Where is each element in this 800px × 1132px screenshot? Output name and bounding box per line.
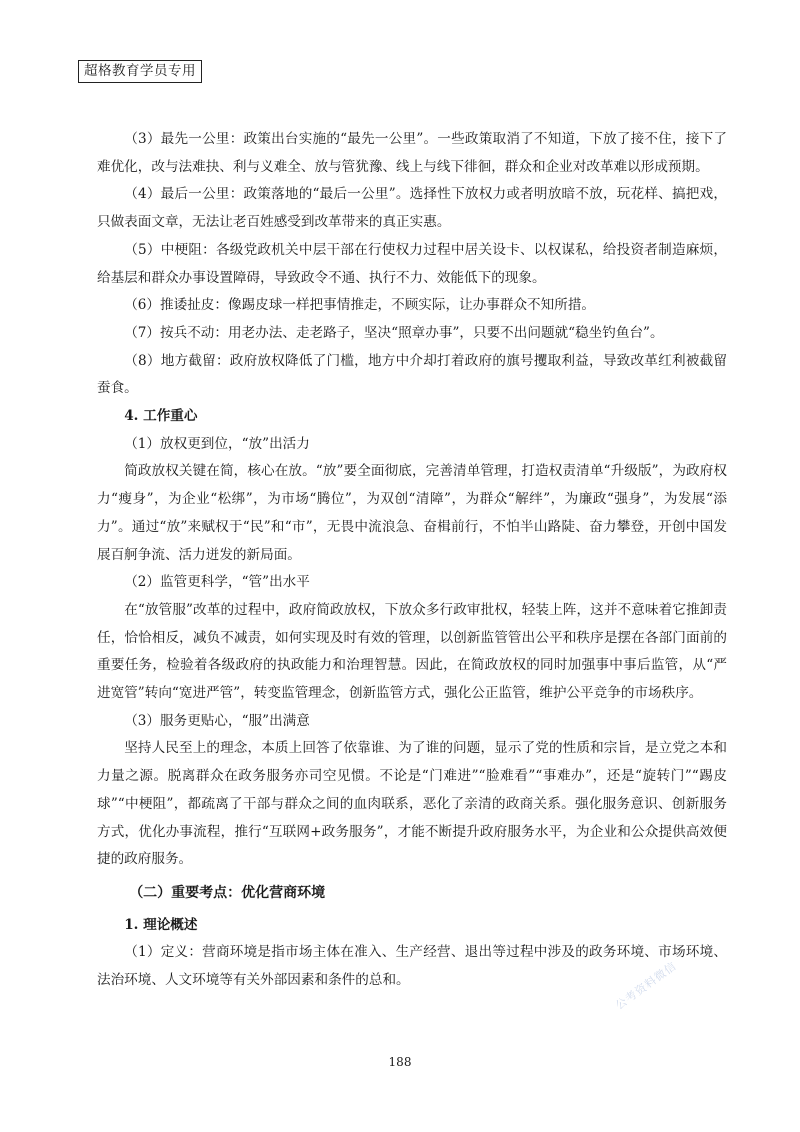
subheading-delegation: （1）放权更到位，“放”出活力: [124, 435, 310, 452]
paragraph-first-mile: （3）最先一公里：政策出台实施的“最先一公里”。一些政策取消了不知道，下放了接不住，接下了难优化，改与法难抉、利与义难全、放与管犹豫、线上与线下徘徊，群众和企业对改革难以形成预期。: [97, 131, 727, 175]
paragraph-definition: （1）定义：营商环境是指市场主体在准入、生产经营、退出等过程中涉及的政务环境、市场环境、法治环境、人文环境等有关外部因素和条件的总和。: [97, 944, 727, 989]
paragraph-local-interception: （8）地方截留：政府放权降低了门槛，地方中介却打着政府的旗号攫取利益，导致改革红利被截留蚕食。: [97, 352, 727, 397]
paragraph-delegation: 简政放权关键在简，核心在放。“放”要全面彻底，完善清单管理，打造权责清单“升级版”，为政府权力“瘦身”，为企业“松绑”，为市场“腾位”，为双创“清障”，为群众“解绊”，为廉政“强身”，为发展“添力”。通过“放”来赋权于“民”和“市”，无畏中流浪急、奋楫前行，不怕半山路陡、奋力攀登，开创中国发展百舸争流、活力迸发的新局面。: [97, 463, 727, 563]
paragraph-middle-obstruction: （5）中梗阻：各级党政机关中层干部在行使权力过程中居关设卡、以权谋私，给投资者制造麻烦，给基层和群众办事设置障碍，导致政令不通、执行不力、效能低下的现象。: [97, 241, 727, 286]
subheading-regulation: （2）监管更科学，“管”出水平: [124, 574, 310, 591]
paragraph-last-mile: （4）最后一公里：政策落地的“最后一公里”。选择性下放权力或者明放暗不放，玩花样、搞把戏，只做表面文章，无法让老百姓感受到改革带来的真正实惠。: [97, 186, 727, 231]
header-label: 超格教育学员专用: [78, 60, 202, 83]
paragraph-service: 坚持人民至上的理念，本质上回答了依靠谁、为了谁的问题，显示了党的性质和宗旨，是立党之本和力量之源。脱离群众在政务服务亦司空见惯。不论是“门难进”“脸难看”“事难办”，还是“旋转门”“踢皮球”“中梗阻”，都疏离了干部与群众之间的血肉联系，恶化了亲清的政商关系。强化服务意识、创新服务方式，优化办事流程，推行“互联网+政务服务”，才能不断提升政府服务水平，为企业和公众提供高效便捷的政府服务。: [97, 740, 727, 868]
subheading-service: （3）服务更贴心，“服”出满意: [124, 712, 310, 729]
watermark-text: 公考资料微信: [613, 959, 680, 1013]
heading-work-focus: 4. 工作重心: [124, 408, 198, 425]
paragraph-buck-passing: （6）推诿扯皮：像踢皮球一样把事情推走，不顾实际，让办事群众不知所措。: [124, 297, 596, 314]
heading-theory-overview: 1. 理论概述: [124, 916, 198, 933]
paragraph-regulation: 在“放管服”改革的过程中，政府简政放权，下放众多行政审批权，轻装上阵，这并不意味着它推卸责任，恰恰相反，减负不减责，如何实现及时有效的管理，以创新监管管出公平和秩序是摆在各部门面前的重要任务，检验着各级政府的执政能力和治理智慧。因此，在简政放权的同时加强事中事后监管，从“严进宽管”转向“宽进严管”，转变监管理念，创新监管方式，强化公正监管，维护公平竞争的市场秩序。: [97, 601, 727, 702]
paragraph-inaction: （7）按兵不动：用老办法、走老路子，坚决“照章办事”，只要不出问题就“稳坐钓鱼台”。: [124, 324, 664, 341]
section-title-business-environment: （二）重要考点：优化营商环境: [129, 884, 326, 901]
document-body: [97, 126, 727, 995]
page-number: 188: [388, 1055, 412, 1069]
